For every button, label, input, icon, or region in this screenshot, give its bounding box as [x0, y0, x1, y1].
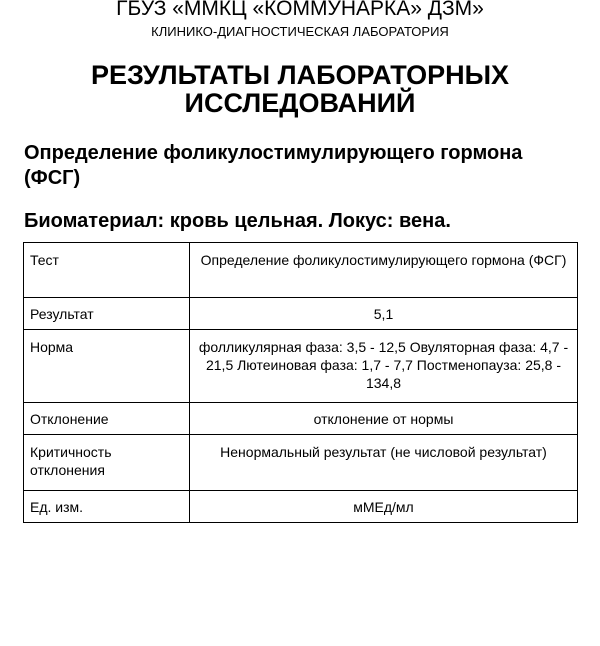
row-label-units: Ед. изм.: [24, 491, 190, 523]
row-label-result: Результат: [24, 298, 190, 330]
table-row: [24, 491, 578, 523]
table-row: [24, 330, 578, 403]
laboratory-name: КЛИНИКО-ДИАГНОСТИЧЕСКАЯ ЛАБОРАТОРИЯ: [151, 24, 449, 39]
row-value-units: мМЕд/мл: [190, 491, 578, 523]
table-row: [24, 403, 578, 435]
row-label-criticality: Критичность отклонения: [24, 435, 190, 491]
document-title: РЕЗУЛЬТАТЫ ЛАБОРАТОРНЫХ ИССЛЕДОВАНИЙ: [90, 60, 510, 118]
table-header-row: [24, 243, 578, 298]
table-row: [24, 435, 578, 491]
row-label-norm: Норма: [24, 330, 190, 403]
table-header-label: Тест: [24, 243, 190, 298]
row-value-result: 5,1: [190, 298, 578, 330]
organization-name: ГБУЗ «ММКЦ «КОММУНАРКА» ДЗМ»: [116, 0, 484, 20]
table-header-value: Определение фоликулостимулирующего гормона (ФСГ): [190, 243, 578, 298]
results-table: [23, 242, 578, 523]
biomaterial-line: Биоматериал: кровь цельная. Локус: вена.: [24, 210, 451, 232]
row-label-deviation: Отклонение: [24, 403, 190, 435]
table-row: [24, 298, 578, 330]
row-value-deviation: отклонение от нормы: [190, 403, 578, 435]
test-title: Определение фоликулостимулирующего гормона (ФСГ): [24, 142, 523, 189]
row-value-criticality: Ненормальный результат (не числовой результат): [190, 435, 578, 491]
row-value-norm: фолликулярная фаза: 3,5 - 12,5 Овуляторная фаза: 4,7 - 21,5 Лютеиновая фаза: 1,7 - 7,7 Постменопауза: 25,8 - 134,8: [190, 330, 578, 403]
